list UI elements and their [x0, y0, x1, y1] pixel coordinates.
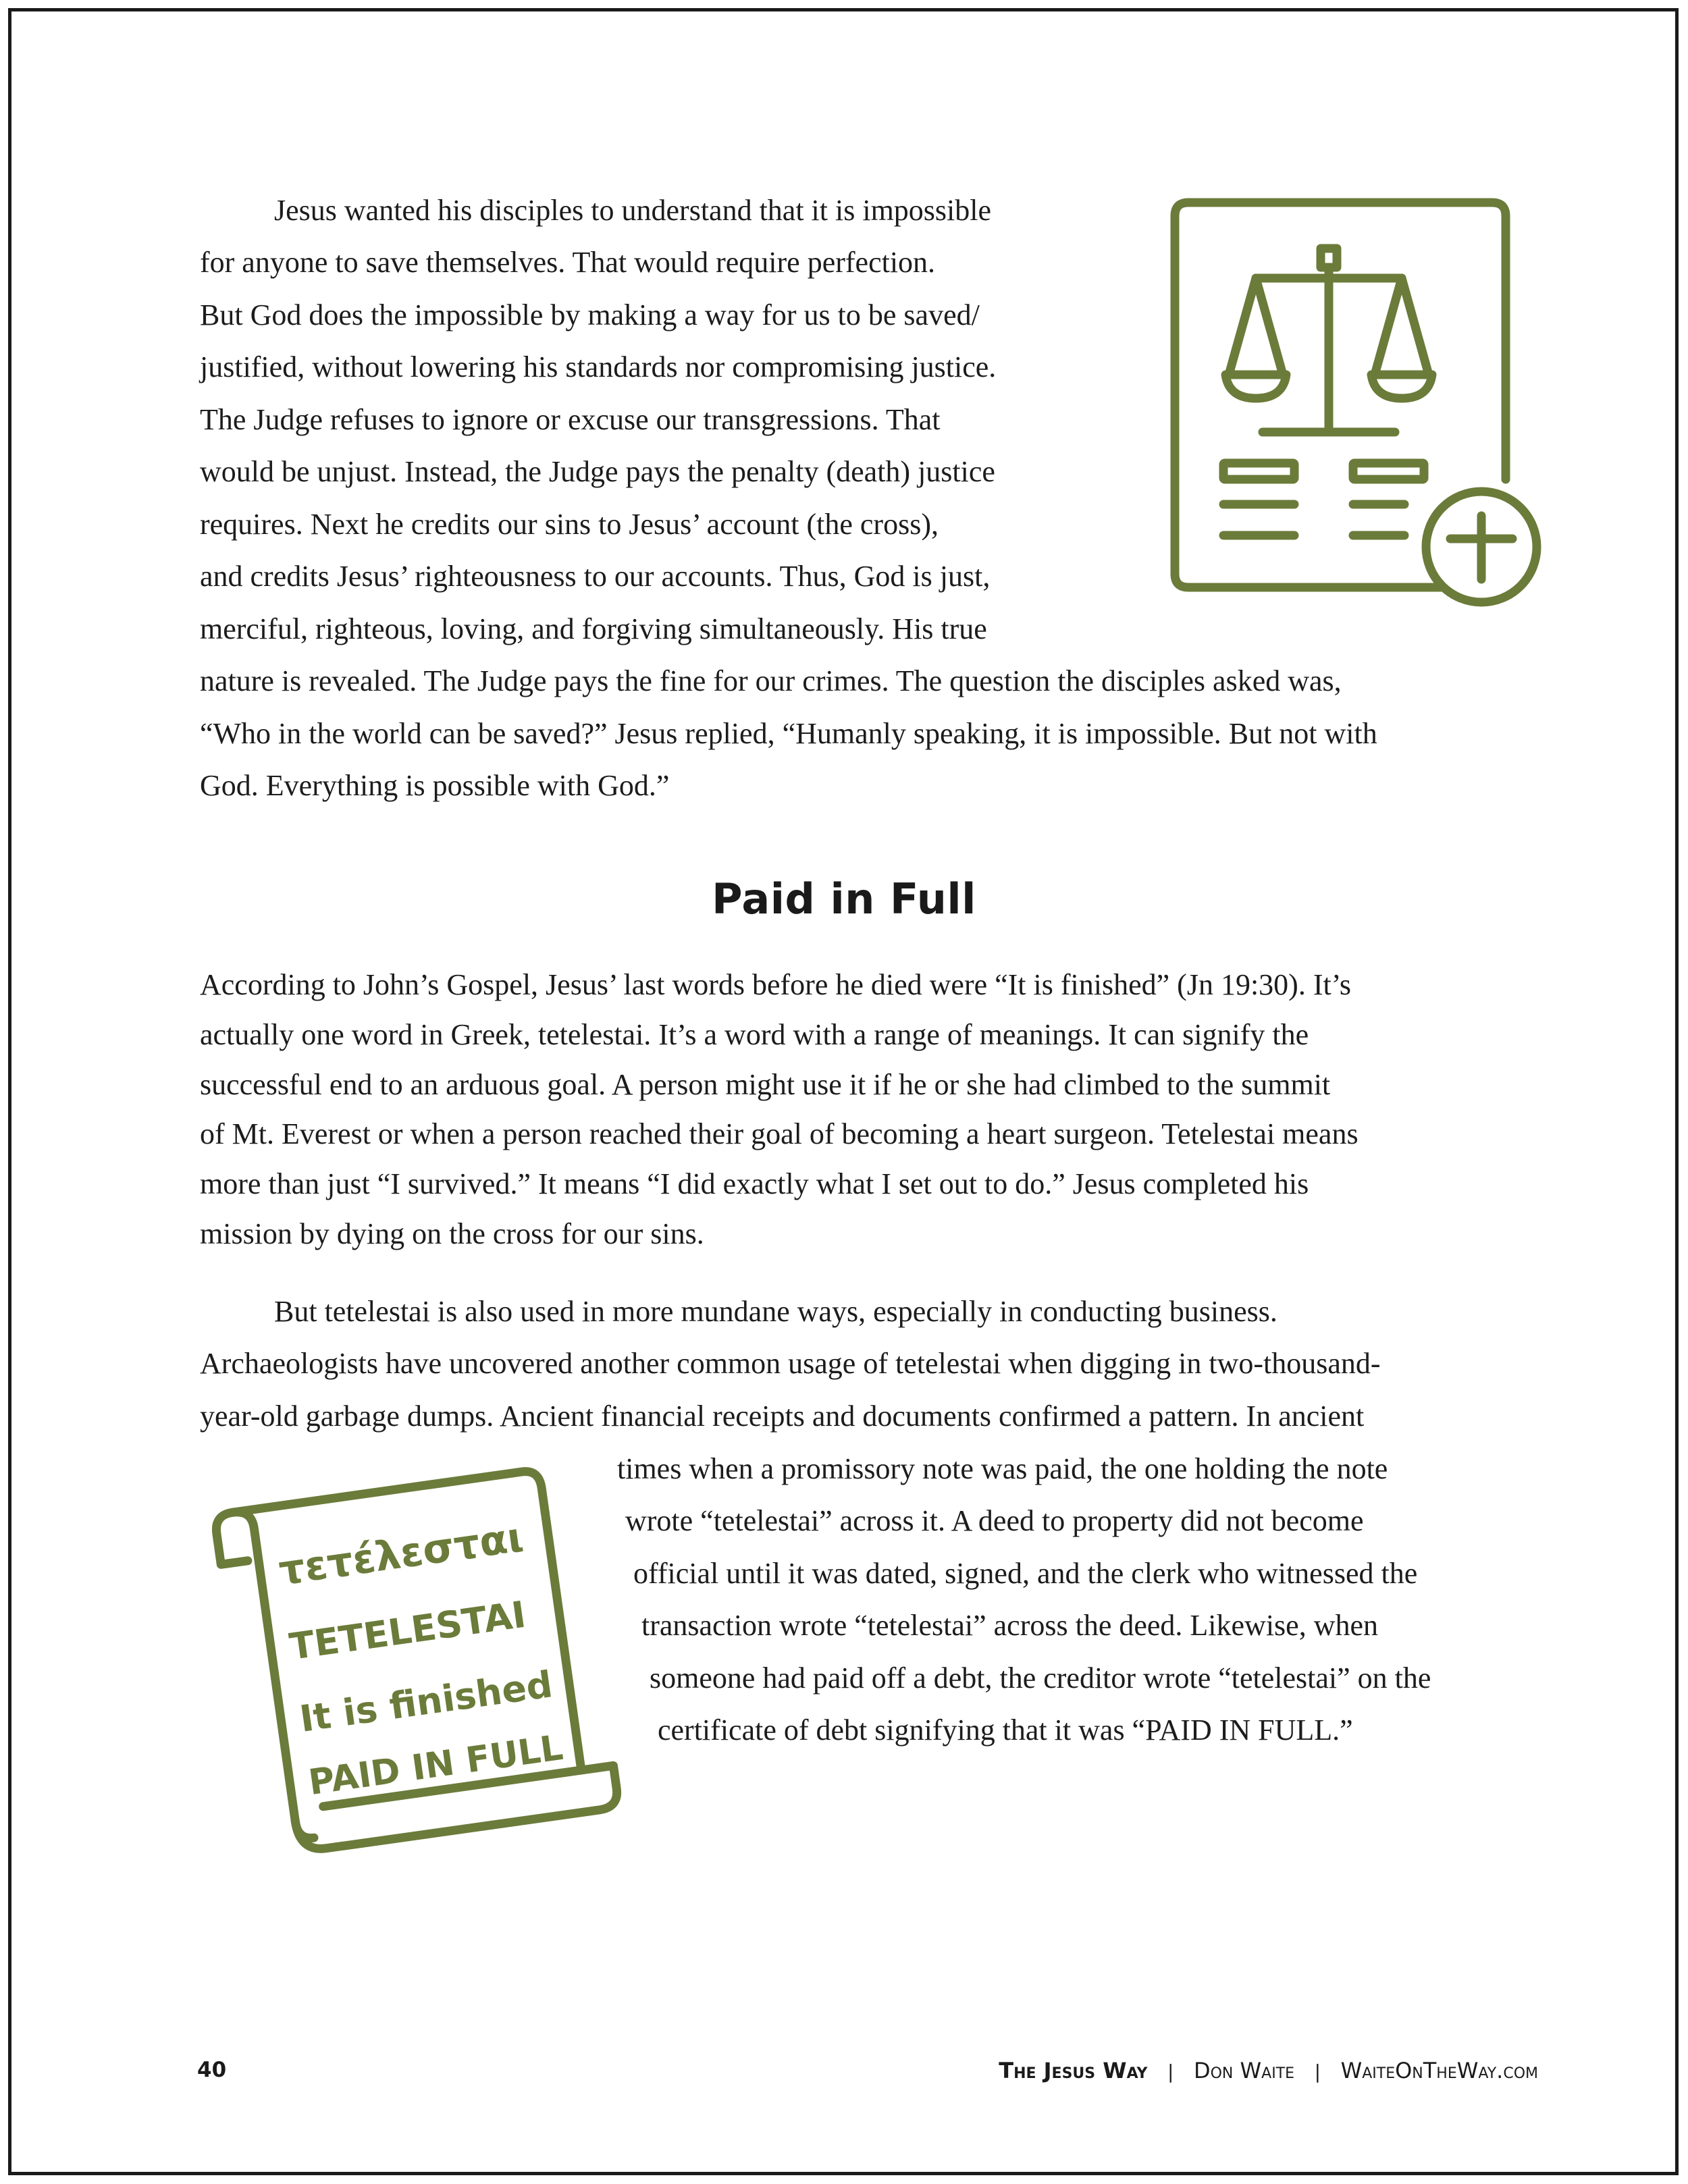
book-title: The Jesus Way: [999, 2058, 1148, 2083]
text-line: successful end to an arduous goal. A person might use it if he or she had climbed to the summit: [200, 1068, 1331, 1101]
text-line: God. Everything is possible with God.”: [200, 769, 670, 802]
text-line: But God does the impossible by making a way for us to be saved/: [200, 298, 980, 331]
scroll-icon: [189, 1451, 648, 1870]
text-line: According to John’s Gospel, Jesus’ last words before he died were “It is finished” (Jn 19:30). It’s: [200, 968, 1352, 1001]
text-line: and credits Jesus’ righteousness to our accounts. Thus, God is just,: [200, 560, 991, 593]
scroll-greek-text: τετέλεσται: [275, 1514, 527, 1595]
separator: |: [1167, 2060, 1174, 2083]
website-link[interactable]: WaiteOnTheWay.com: [1340, 2058, 1538, 2083]
text-line: certificate of debt signifying that it was “PAID IN FULL.”: [658, 1713, 1353, 1747]
text-line: times when a promissory note was paid, the one holding the note: [617, 1452, 1388, 1485]
text-line: actually one word in Greek, tetelestai. It’s a word with a range of meanings. It can signify the: [200, 1018, 1309, 1051]
text-line: justified, without lowering his standards nor compromising justice.: [200, 350, 997, 383]
running-footer: [999, 2058, 1538, 2083]
text-line: mission by dying on the cross for our sins.: [200, 1217, 704, 1250]
text-line: Jesus wanted his disciples to understand that it is impossible: [274, 194, 992, 227]
section-heading: Paid in Full: [712, 874, 976, 924]
scales-of-justice-icon: [1161, 196, 1546, 628]
text-line: more than just “I survived.” It means “I did exactly what I set out to do.” Jesus completed his: [200, 1167, 1309, 1200]
text-line: year-old garbage dumps. Ancient financial receipts and documents confirmed a pattern. In ancient: [200, 1400, 1365, 1433]
author-name: Don Waite: [1193, 2058, 1295, 2083]
text-line: transaction wrote “tetelestai” across the deed. Likewise, when: [641, 1609, 1378, 1642]
text-line: But tetelestai is also used in more mundane ways, especially in conducting business.: [274, 1295, 1277, 1328]
text-line: “Who in the world can be saved?” Jesus replied, “Humanly speaking, it is impossible. But not with: [200, 717, 1377, 750]
text-line: official until it was dated, signed, and the clerk who witnessed the: [633, 1557, 1418, 1590]
separator: |: [1314, 2060, 1321, 2083]
text-line: for anyone to save themselves. That would require perfection.: [200, 246, 936, 279]
text-line: requires. Next he credits our sins to Jesus’ account (the cross),: [200, 508, 939, 541]
text-line: nature is revealed. The Judge pays the fine for our crimes. The question the disciples asked was,: [200, 664, 1342, 697]
text-line: The Judge refuses to ignore or excuse our transgressions. That: [200, 403, 941, 436]
text-line: merciful, righteous, loving, and forgiving simultaneously. His true: [200, 612, 987, 645]
text-line: wrote “tetelestai” across it. A deed to property did not become: [625, 1504, 1364, 1537]
text-line: Archaeologists have uncovered another common usage of tetelestai when digging in two-thousand-: [200, 1347, 1381, 1380]
text-line: someone had paid off a debt, the creditor wrote “tetelestai” on the: [650, 1661, 1431, 1695]
scroll-paid-text: PAID IN FULL: [306, 1727, 566, 1804]
page-number: 40: [197, 2058, 227, 2082]
scroll-finished-text: It is finished: [296, 1663, 556, 1740]
scroll-tetelestai-text: TETELESTAI: [286, 1593, 529, 1669]
text-line: of Mt. Everest or when a person reached their goal of becoming a heart surgeon. Tetelestai means: [200, 1117, 1359, 1150]
text-line: would be unjust. Instead, the Judge pays the penalty (death) justice: [200, 455, 995, 488]
